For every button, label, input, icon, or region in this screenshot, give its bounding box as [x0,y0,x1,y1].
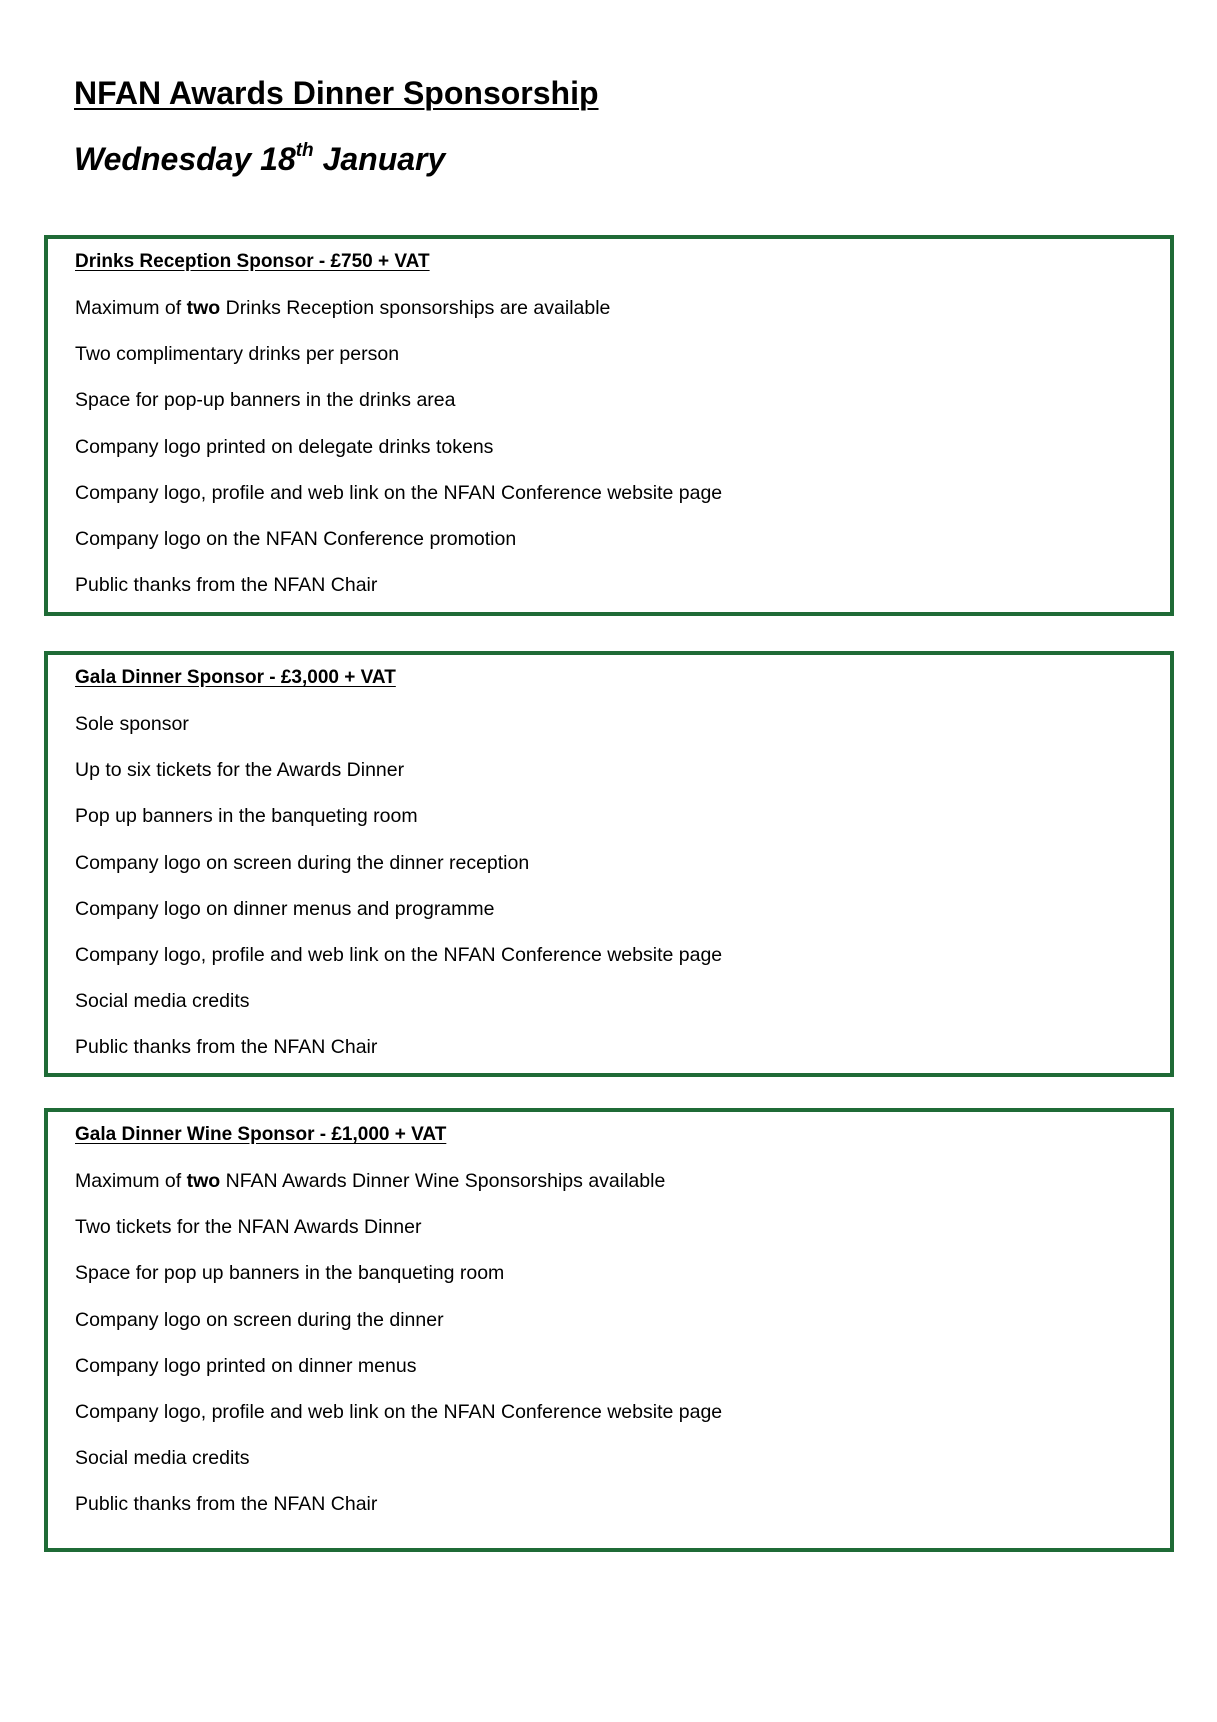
benefit-item: Public thanks from the NFAN Chair [75,574,378,597]
page-subtitle [74,140,445,178]
subtitle-day: Wednesday 18 [74,141,296,177]
benefit-text: Maximum of [75,1170,187,1192]
benefit-list [75,1170,722,1540]
gala-dinner-sponsor-box [44,651,1174,1077]
benefit-item: Company logo printed on delegate drinks tokens [75,435,494,458]
benefit-item: Two tickets for the NFAN Awards Dinner [75,1216,422,1239]
drinks-reception-sponsor-box [44,235,1174,616]
package-heading: Gala Dinner Sponsor - £3,000 + VAT [75,667,396,688]
benefit-item: Company logo printed on dinner menus [75,1354,417,1377]
benefit-item: Social media credits [75,990,250,1013]
benefit-item: Up to six tickets for the Awards Dinner [75,759,405,782]
benefit-item: Pop up banners in the banqueting room [75,805,418,828]
benefit-item: Company logo, profile and web link on the NFAN Conference website page [75,943,723,966]
package-heading: Gala Dinner Wine Sponsor - £1,000 + VAT [75,1124,447,1145]
benefit-item: Space for pop up banners in the banqueting room [75,1262,505,1285]
benefit-emphasis: two [186,297,221,319]
benefit-item: Company logo on the NFAN Conference promotion [75,527,517,550]
subtitle-ordinal-suffix: th [295,140,314,161]
benefit-list [75,713,722,1083]
benefit-item [75,1170,722,1216]
benefit-item: Company logo on dinner menus and programme [75,897,495,920]
benefit-item: Company logo, profile and web link on the NFAN Conference website page [75,481,723,504]
package-heading: Drinks Reception Sponsor - £750 + VAT [75,251,430,272]
benefit-item [75,297,722,343]
benefit-item: Public thanks from the NFAN Chair [75,1036,378,1059]
benefit-text: NFAN Awards Dinner Wine Sponsorships available [220,1170,666,1192]
benefit-text: Maximum of [75,297,187,319]
page-title: NFAN Awards Dinner Sponsorship [74,75,599,111]
benefit-item: Social media credits [75,1447,250,1470]
subtitle-month: January [322,141,446,177]
benefit-item: Space for pop-up banners in the drinks area [75,389,456,412]
benefit-item: Two complimentary drinks per person [75,343,400,366]
benefit-item: Sole sponsor [75,713,189,735]
benefit-item: Company logo, profile and web link on the NFAN Conference website page [75,1400,723,1423]
benefit-text: Drinks Reception sponsorships are available [220,297,611,319]
gala-dinner-wine-sponsor-box [44,1108,1174,1552]
benefit-item: Company logo on screen during the dinner [75,1308,444,1331]
benefit-item: Company logo on screen during the dinner reception [75,851,530,874]
benefit-list [75,297,722,620]
benefit-emphasis: two [186,1170,221,1192]
benefit-item: Public thanks from the NFAN Chair [75,1493,378,1516]
